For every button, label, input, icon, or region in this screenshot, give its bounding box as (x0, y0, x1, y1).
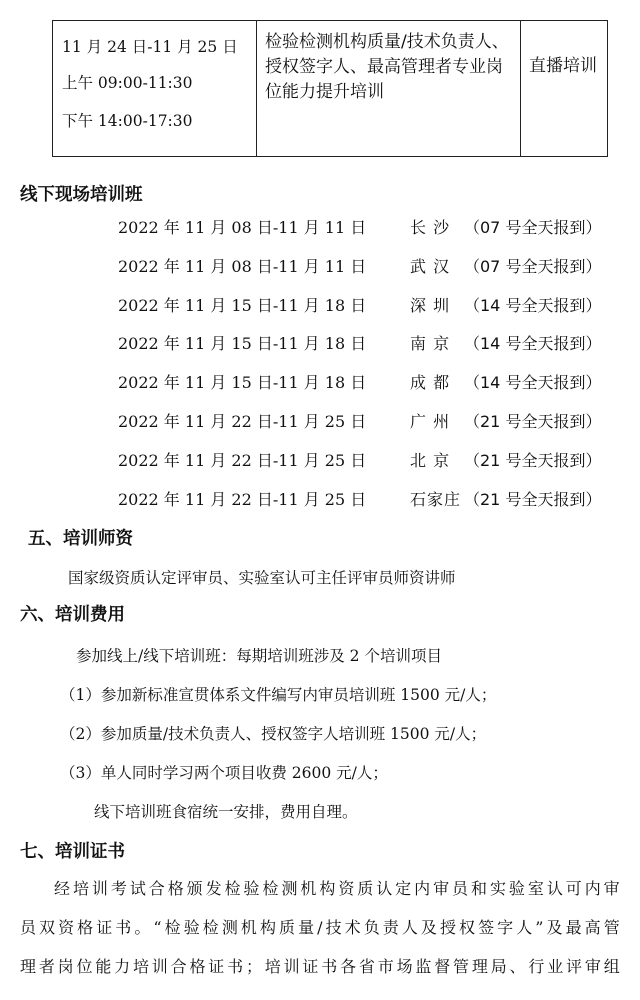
session-city: 广 州 (410, 412, 451, 431)
session-date: 2022 年 11 月 15 日-11 月 18 日 (118, 296, 367, 315)
session-city: 石家庄 (410, 490, 462, 509)
session-row (118, 331, 618, 357)
morning-time: 上午 09:00-11:30 (62, 74, 193, 92)
session-date: 2022 年 11 月 22 日-11 月 25 日 (118, 451, 367, 470)
certificate-text-line: 理者岗位能力培训合格证书；培训证书各省市场监督管理局、行业评审组 (20, 957, 620, 976)
session-report: （07 号全天报到） (464, 218, 602, 237)
session-date: 2022 年 11 月 22 日-11 月 25 日 (118, 412, 367, 431)
content-cell (257, 21, 521, 157)
session-city: 深 圳 (410, 296, 451, 315)
session-city: 武 汉 (410, 257, 451, 276)
session-report: （07 号全天报到） (464, 257, 602, 276)
date-range: 11 月 24 日-11 月 25 日 (62, 38, 238, 56)
session-city: 北 京 (410, 451, 451, 470)
session-report: （14 号全天报到） (464, 296, 602, 315)
session-row (118, 293, 618, 319)
fee-item: （1）参加新标准宣贯体系文件编写内审员培训班 1500 元/人； (60, 686, 497, 704)
session-date: 2022 年 11 月 08 日-11 月 11 日 (118, 257, 367, 276)
session-row (118, 448, 618, 474)
session-report: （14 号全天报到） (464, 373, 602, 392)
offline-heading: 线下现场培训班 (20, 185, 143, 205)
session-report: （14 号全天报到） (464, 334, 602, 353)
session-row (118, 409, 618, 435)
session-report: （21 号全天报到） (464, 451, 602, 470)
session-date: 2022 年 11 月 15 日-11 月 18 日 (118, 373, 367, 392)
time-cell (53, 21, 257, 157)
session-city: 长 沙 (410, 218, 451, 237)
table-row (53, 21, 608, 157)
fee-item: （2）参加质量/技术负责人、授权签字人培训班 1500 元/人； (60, 725, 487, 743)
session-date: 2022 年 11 月 08 日-11 月 11 日 (118, 218, 367, 237)
section6-heading: 六、培训费用 (20, 605, 125, 625)
section5-text: 国家级资质认定评审员、实验室认可主任评审员师资讲师 (68, 569, 456, 587)
session-date: 2022 年 11 月 22 日-11 月 25 日 (118, 490, 367, 509)
certificate-text-line: 员双资格证书。“检验检测机构质量/技术负责人及授权签字人”及最高管 (20, 918, 620, 937)
fee-intro: 参加线上/线下培训班：每期培训班涉及 2 个培训项目 (76, 647, 442, 665)
certificate-text-line: 经培训考试合格颁发检验检测机构资质认定内审员和实验室认可内审 (54, 879, 620, 898)
session-date: 2022 年 11 月 15 日-11 月 18 日 (118, 334, 367, 353)
session-row (118, 370, 618, 396)
fee-item: （3）单人同时学习两个项目收费 2600 元/人； (60, 764, 388, 782)
session-report: （21 号全天报到） (464, 412, 602, 431)
afternoon-time: 下午 14:00-17:30 (62, 112, 193, 130)
session-row (118, 254, 618, 280)
training-content: 检验检测机构质量/技术负责人、授权签字人、最高管理者专业岗位能力提升培训 (265, 32, 509, 102)
session-row (118, 215, 618, 241)
section7-heading: 七、培训证书 (20, 842, 125, 862)
mode-cell (521, 21, 608, 157)
session-city: 成 都 (410, 373, 451, 392)
training-mode: 直播培训 (529, 56, 597, 76)
session-report: （21 号全天报到） (464, 490, 602, 509)
session-city: 南 京 (410, 334, 451, 353)
session-row (118, 487, 618, 513)
section5-heading: 五、培训师资 (28, 529, 133, 549)
fee-note: 线下培训班食宿统一安排，费用自理。 (94, 803, 358, 821)
schedule-table (52, 20, 608, 157)
